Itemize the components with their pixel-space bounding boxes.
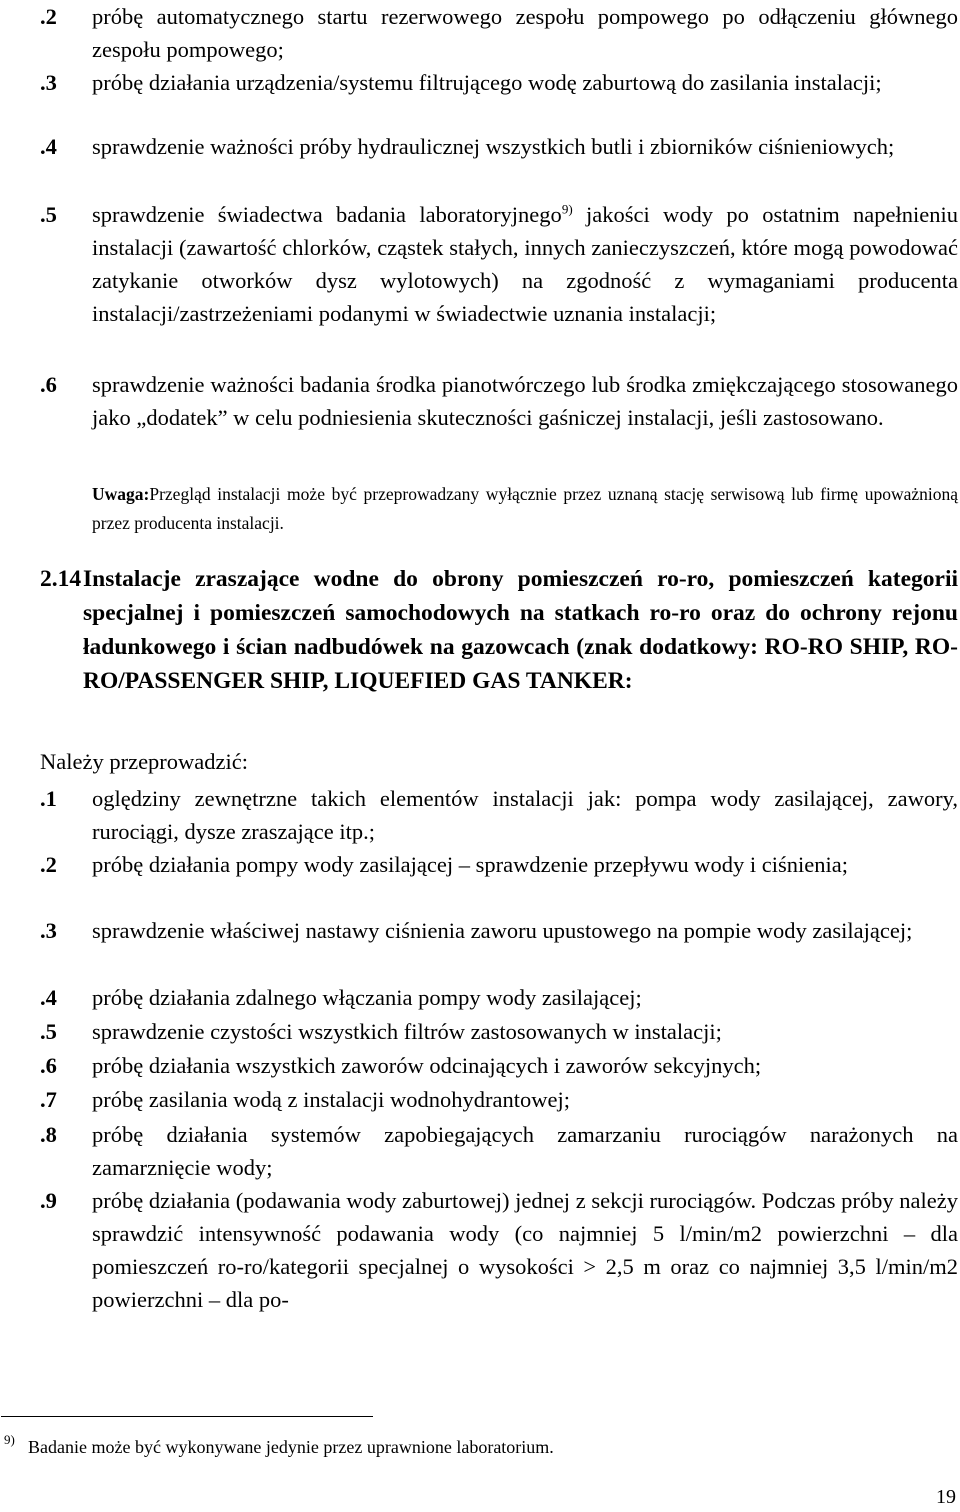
item-number: .9 (40, 1188, 57, 1213)
list-item (40, 782, 958, 848)
list-item (40, 848, 958, 881)
item-text: próbę działania zdalnego włączania pompy wody zasilającej; (92, 985, 642, 1010)
item-number: .2 (40, 852, 57, 877)
list-item (40, 1184, 958, 1316)
item-text-part: sprawdzenie świadectwa badania laboratoryjnego (92, 202, 562, 227)
item-text: próbę działania wszystkich zaworów odcinających i zaworów sekcyjnych; (92, 1053, 762, 1078)
item-text: próbę działania pompy wody zasilającej – sprawdzenie przepływu wody i ciśnienia; (92, 852, 848, 877)
list-item (40, 981, 958, 1014)
footnote-mark: 9) (4, 1432, 15, 1447)
item-number: .5 (40, 1019, 57, 1044)
item-text: sprawdzenie czystości wszystkich filtrów zastosowanych w instalacji; (92, 1019, 722, 1044)
section-heading (40, 562, 958, 698)
item-number: .3 (40, 918, 57, 943)
item-text (92, 198, 958, 330)
item-text-part: jakości wody po ostatnim napełnieniu instalacji (zawartość chlorków, cząstek stałych, innych zanieczyszczeń, które mogą powodować zatykanie otworków dysz wylotowych) na zgodność z wymaganiami producenta instalacji/zastrzeżeniami podanymi w świadectwie uznania instalacji; (92, 202, 958, 326)
note-text: Przegląd instalacji może być przeprowadzany wyłącznie przez uznaną stację serwisową lub firmę upoważnioną przez producenta instalacji. (92, 484, 958, 533)
item-text: próbę działania systemów zapobiegających zamarzaniu rurociągów narażonych na zamarznięcie wody; (92, 1122, 958, 1180)
footnote-text: Badanie może być wykonywane jedynie przez uprawnione laboratorium. (28, 1437, 554, 1457)
note-label: Uwaga: (92, 484, 150, 504)
item-number: .8 (40, 1122, 57, 1147)
item-text: próbę automatycznego startu rezerwowego zespołu pompowego po odłączeniu głównego zespołu pompowego; (92, 4, 958, 62)
list-item (40, 1083, 958, 1116)
item-number: .1 (40, 786, 57, 811)
list-item (40, 198, 958, 330)
item-number: .7 (40, 1087, 57, 1112)
section-number: 2.14 (40, 566, 82, 592)
item-number: .4 (40, 134, 57, 159)
item-number: .6 (40, 372, 57, 397)
footnote-reference: 9) (561, 201, 573, 217)
item-number: .5 (40, 202, 57, 227)
item-text: sprawdzenie właściwej nastawy ciśnienia zaworu upustowego na pompie wody zasilającej; (92, 918, 913, 943)
item-number: .3 (40, 70, 57, 95)
item-text: próbę działania (podawania wody zaburtowej) jednej z sekcji rurociągów. Podczas próby należy sprawdzić intensywność podawania wody (co najmniej 5 l/min/m2 powierzchni – dla pomieszczeń ro-ro/kategorii specjalnej o wysokości > 2,5 m oraz co najmniej 3,5 l/min/m2 powierzchni – dla po- (92, 1188, 958, 1312)
item-text: sprawdzenie ważności badania środka pianotwórczego lub środka zmiękczającego stosowanego jako „dodatek” w celu podniesienia skuteczności gaśniczej instalacji, jeśli zastosowano. (92, 372, 958, 430)
list-item (40, 1049, 958, 1082)
list-item (40, 1118, 958, 1184)
item-text: próbę zasilania wodą z instalacji wodnohydrantowej; (92, 1087, 570, 1112)
item-text: oględziny zewnętrzne takich elementów instalacji jak: pompa wody zasilającej, zawory, rurociągi, dysze zraszające itp.; (92, 786, 958, 844)
list-item (40, 0, 958, 66)
section-title: Instalacje zraszające wodne do obrony pomieszczeń ro-ro, pomieszczeń kategorii specjalnej i pomieszczeń samochodowych na statkach ro-ro oraz do ochrony rejonu ładunkowego i ścian nadbudówek na gazowcach (znak dodatkowy: RO-RO SHIP, RO-RO/PASSENGER SHIP, LIQUEFIED GAS TANKER: (83, 566, 958, 694)
item-text: próbę działania urządzenia/systemu filtrującego wodę zaburtową do zasilania instalacji; (92, 70, 882, 95)
item-text: sprawdzenie ważności próby hydraulicznej wszystkich butli i zbiorników ciśnieniowych; (92, 134, 895, 159)
page-number: 19 (936, 1486, 956, 1508)
item-number: .6 (40, 1053, 57, 1078)
list-item (40, 66, 958, 99)
footnote-separator (1, 1416, 373, 1417)
list-item (40, 1015, 958, 1048)
list-item (40, 368, 958, 434)
list-item (40, 130, 958, 163)
note (92, 480, 958, 538)
list-item (40, 914, 958, 947)
item-number: .2 (40, 4, 57, 29)
item-number: .4 (40, 985, 57, 1010)
intro-text: Należy przeprowadzić: (40, 749, 249, 774)
